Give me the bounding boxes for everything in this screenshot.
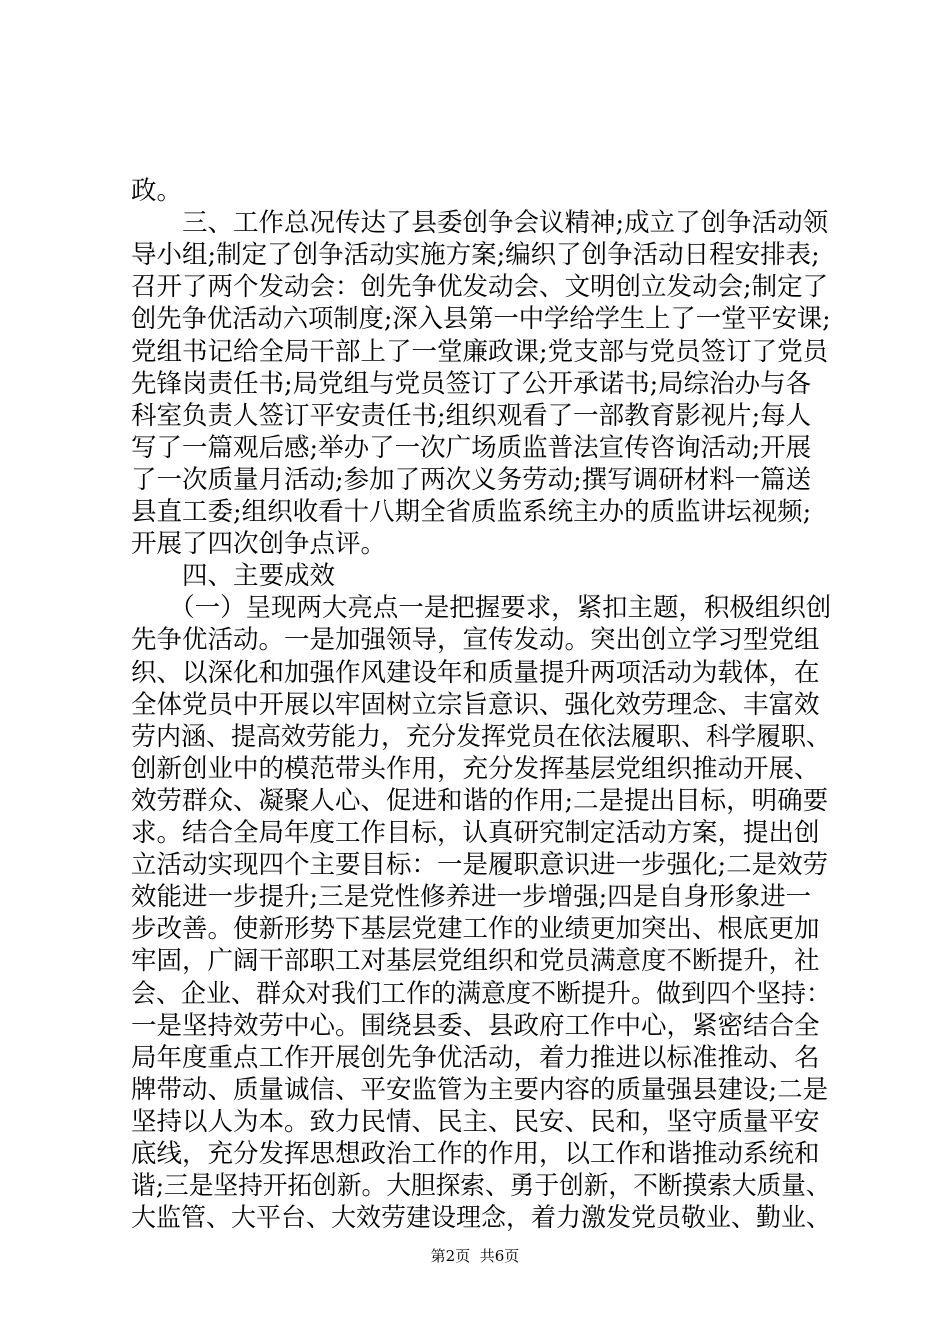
- text-line: 立活动实现四个主要目标：一是履职意识进一步强化;二是效劳: [131, 850, 829, 880]
- text-line: 全体党员中开展以牢固树立宗旨意识、强化效劳理念、丰富效: [131, 690, 820, 720]
- text-line: 三、工作总况传达了县委创争会议精神;成立了创争活动领: [131, 208, 829, 238]
- page-footer: [0, 1246, 950, 1266]
- text-line: 了一次质量月活动;参加了两次义务劳动;撰写调研材料一篇送: [131, 465, 812, 495]
- text-line: 政。: [131, 176, 183, 206]
- text-line: 导小组;制定了创争活动实施方案;编织了创争活动日程安排表;: [131, 240, 820, 270]
- page-total: 共6页: [479, 1247, 520, 1265]
- text-line: 创新创业中的模范带头作用，充分发挥基层党组织推动开展、: [131, 754, 820, 784]
- text-line: （一）呈现两大亮点一是把握要求，紧扣主题，积极组织创: [131, 593, 832, 623]
- text-line: 创先争优活动六项制度;深入县第一中学给学生上了一堂平安课;: [131, 304, 831, 334]
- text-line: 效劳群众、凝聚人心、促进和谐的作用;二是提出目标，明确要: [131, 786, 829, 816]
- text-line: 求。结合全局年度工作目标，认真研究制定活动方案，提出创: [131, 818, 820, 848]
- text-line: 科室负责人签订平安责任书;组织观看了一部教育影视片;每人: [131, 401, 812, 431]
- text-line: 局年度重点工作开展创先争优活动，着力推进以标准推动、名: [131, 1043, 820, 1073]
- text-line: 会、企业、群众对我们工作的满意度不断提升。做到四个坚持：: [131, 979, 832, 1009]
- text-line: 先争优活动。一是加强领导，宣传发动。突出创立学习型党组: [131, 625, 820, 655]
- text-line: 织、以深化和加强作风建设年和质量提升两项活动为载体，在: [131, 658, 820, 688]
- text-line: 坚持以人为本。致力民情、民主、民安、民和，坚守质量平安: [131, 1107, 820, 1137]
- text-line: 劳内涵、提高效劳能力，充分发挥党员在依法履职、科学履职、: [131, 722, 832, 752]
- text-line: 效能进一步提升;三是党性修养进一步增强;四是自身形象进一: [131, 882, 812, 912]
- text-line: 先锋岗责任书;局党组与党员签订了公开承诺书;局综治办与各: [131, 369, 812, 399]
- text-line: 县直工委;组织收看十八期全省质监系统主办的质监讲坛视频;: [131, 497, 812, 527]
- text-line: 底线，充分发挥思想政治工作的作用，以工作和谐推动系统和: [131, 1139, 820, 1169]
- text-line: 召开了两个发动会：创先争优发动会、文明创立发动会;制定了: [131, 272, 829, 302]
- text-line: 谐;三是坚持开拓创新。大胆探索、勇于创新，不断摸索大质量、: [131, 1171, 831, 1201]
- page-number: 第2页: [430, 1247, 471, 1265]
- text-line: 大监管、大平台、大效劳建设理念，着力激发党员敬业、勤业、: [131, 1203, 832, 1233]
- text-line: 牌带动、质量诚信、平安监管为主要内容的质量强县建设;二是: [131, 1075, 829, 1105]
- text-line: 一是坚持效劳中心。围绕县委、县政府工作中心，紧密结合全: [131, 1011, 820, 1041]
- text-line: 党组书记给全局干部上了一堂廉政课;党支部与党员签订了党员: [131, 337, 829, 367]
- text-line: 四、主要成效: [131, 561, 336, 591]
- text-line: 开展了四次创争点评。: [131, 529, 387, 559]
- text-line: 牢固，广阔干部职工对基层党组织和党员满意度不断提升，社: [131, 946, 820, 976]
- text-line: 步改善。使新形势下基层党建工作的业绩更加突出、根底更加: [131, 914, 820, 944]
- text-line: 写了一篇观后感;举办了一次广场质监普法宣传咨询活动;开展: [131, 433, 812, 463]
